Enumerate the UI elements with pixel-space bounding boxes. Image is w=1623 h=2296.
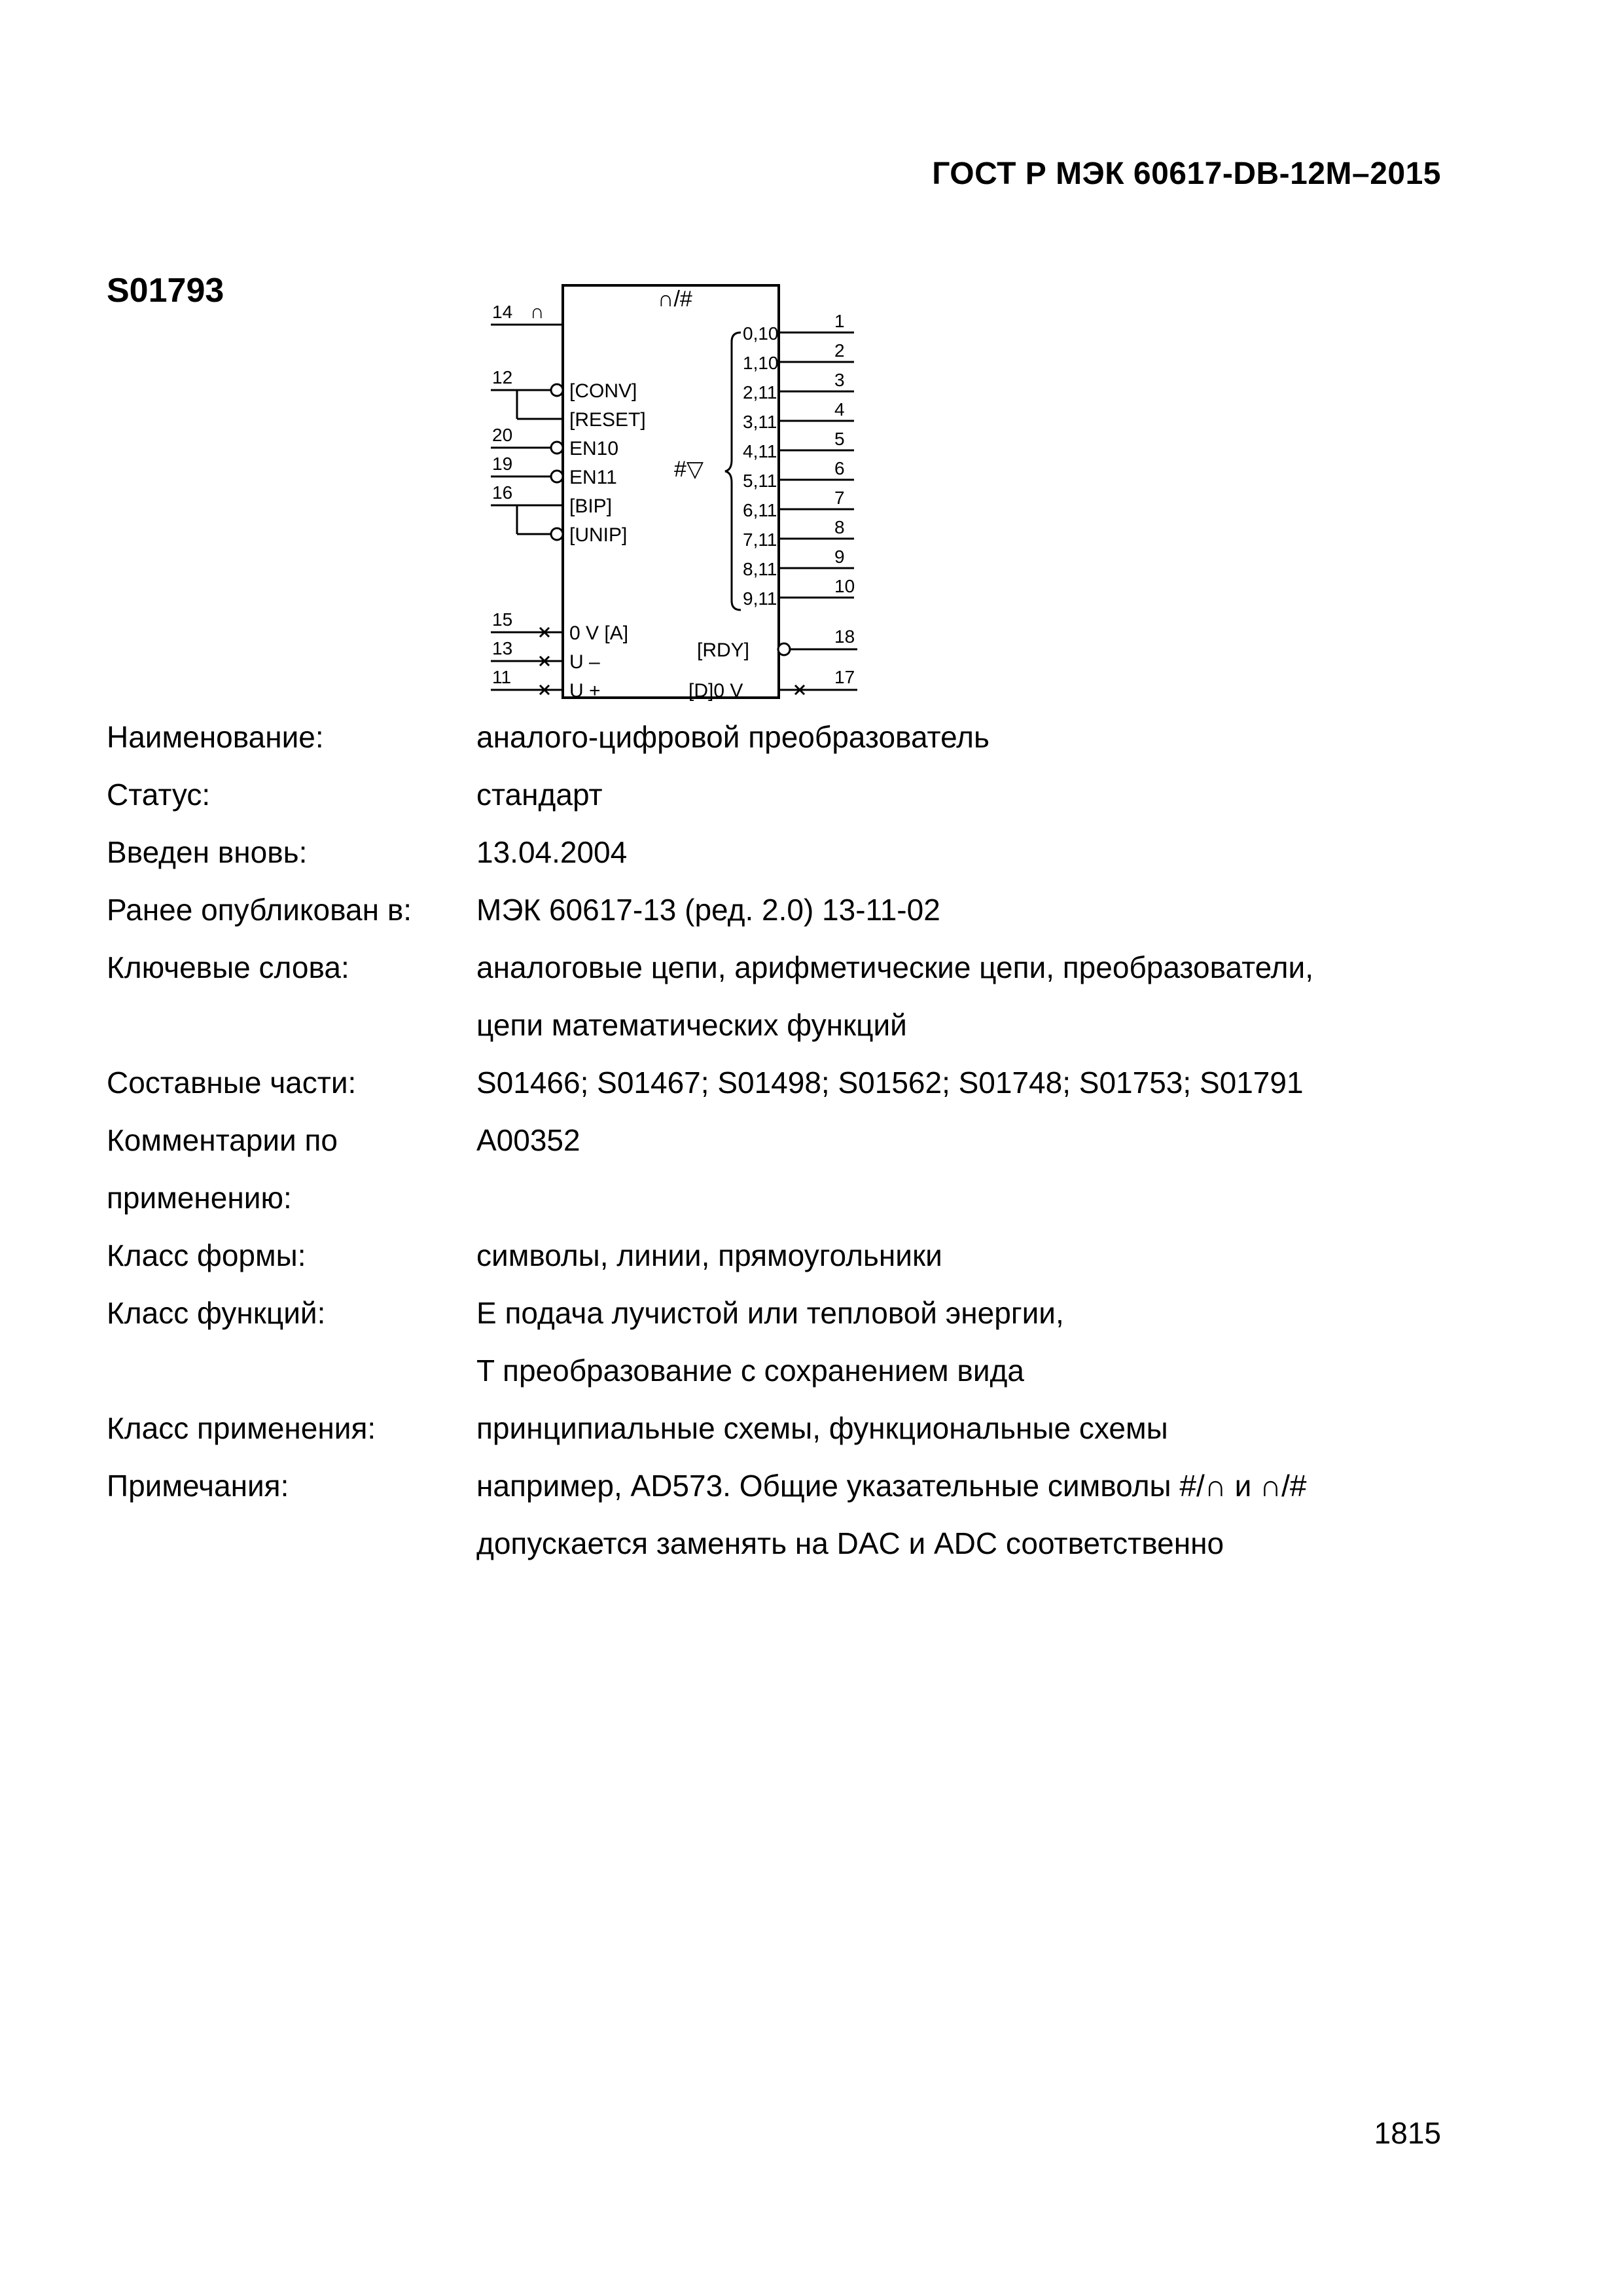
- property-value-line: E подача лучистой или тепловой энергии,: [476, 1296, 1064, 1330]
- property-row: [107, 1169, 1455, 1227]
- pin-number: 15: [492, 609, 513, 630]
- output-label: 6,11: [743, 500, 777, 520]
- pin-number: 6: [834, 458, 845, 478]
- property-value: [476, 1227, 1455, 1284]
- property-row: [107, 1054, 1455, 1111]
- properties-list: [107, 708, 1455, 1572]
- negation-circle: [551, 528, 563, 540]
- pin-number: 11: [492, 667, 512, 687]
- pin-number: 9: [834, 547, 845, 567]
- pin-number: 3: [834, 370, 845, 390]
- pin-number: 20: [492, 425, 513, 445]
- property-value: [476, 1457, 1455, 1572]
- negation-circle: [551, 384, 563, 396]
- pin-number: 18: [834, 626, 855, 647]
- output-label: [RDY]: [697, 639, 750, 661]
- pin-number: 2: [834, 340, 845, 361]
- pin-number: 1: [834, 311, 845, 331]
- pin-number: 5: [834, 429, 845, 449]
- property-value-line: аналоговые цепи, арифметические цепи, преобразователи,: [476, 950, 1313, 984]
- pin-number: 12: [492, 367, 513, 387]
- page-number: 1815: [1374, 2116, 1441, 2150]
- input-label: [RESET]: [569, 409, 646, 431]
- property-label: Ключевые слова:: [107, 950, 349, 984]
- property-label: Введен вновь:: [107, 835, 308, 869]
- property-value: [476, 708, 1455, 766]
- property-row: [107, 1457, 1455, 1572]
- property-value: [476, 881, 1455, 939]
- pin-number: 8: [834, 517, 845, 537]
- analog-input-label: ∩: [530, 301, 544, 323]
- property-label: Примечания:: [107, 1469, 289, 1503]
- symbol-qualifier: ∩/#: [658, 287, 692, 312]
- output-label: [D]0 V: [688, 680, 743, 702]
- property-row: [107, 708, 1455, 766]
- property-row: [107, 1227, 1455, 1284]
- power-input-label: U +: [569, 680, 601, 702]
- property-label: Составные части:: [107, 1066, 357, 1100]
- property-label: Статус:: [107, 778, 211, 812]
- property-value-line: S01466; S01467; S01498; S01562; S01748; S01753; S01791: [476, 1066, 1304, 1100]
- pin-number: 7: [834, 488, 845, 508]
- property-value-line: например, AD573. Общие указательные символы #/∩ и ∩/#: [476, 1469, 1307, 1503]
- output-label: 0,10: [743, 323, 779, 344]
- property-value-line: A00352: [476, 1123, 580, 1157]
- property-value-line: T преобразование с сохранением вида: [476, 1354, 1024, 1388]
- property-value-line: символы, линии, прямоугольники: [476, 1238, 942, 1272]
- output-label: 2,11: [743, 382, 777, 403]
- adc-symbol-diagram: [478, 280, 883, 706]
- document-header: ГОСТ Р МЭК 60617-DB-12М–2015: [932, 156, 1441, 191]
- property-value-line: стандарт: [476, 778, 603, 812]
- property-value: [476, 1111, 1455, 1169]
- output-qualifier: #▽: [674, 457, 704, 482]
- property-value-line: МЭК 60617-13 (ред. 2.0) 13-11-02: [476, 893, 940, 927]
- output-label: 8,11: [743, 559, 777, 579]
- pin-number: 17: [834, 667, 855, 687]
- output-brace: [725, 332, 741, 610]
- property-row: [107, 823, 1455, 881]
- input-label: [CONV]: [569, 380, 637, 402]
- negation-circle: [778, 643, 790, 655]
- property-label: Класс функций:: [107, 1296, 326, 1330]
- pin-number: 10: [834, 576, 855, 596]
- pin-number: 4: [834, 399, 845, 420]
- property-value-line: аналого-цифровой преобразователь: [476, 720, 990, 754]
- property-label: Наименование:: [107, 720, 324, 754]
- property-label: Класс применения:: [107, 1411, 376, 1445]
- property-value: [476, 1399, 1455, 1457]
- output-label: 7,11: [743, 529, 777, 550]
- input-label: EN11: [569, 467, 617, 488]
- property-value-line: допускается заменять на DAC и ADC соответственно: [476, 1526, 1224, 1560]
- property-value: [476, 1054, 1455, 1111]
- power-input-label: 0 V [A]: [569, 622, 629, 644]
- symbol-code: S01793: [107, 272, 224, 310]
- pin-number: 14: [492, 302, 513, 322]
- output-label: 3,11: [743, 412, 777, 432]
- property-value-line: [476, 1169, 1455, 1227]
- input-label: [UNIP]: [569, 524, 628, 546]
- property-value-line: цепи математических функций: [476, 1008, 907, 1042]
- property-label: Комментарии по: [107, 1123, 338, 1157]
- negation-circle: [551, 471, 563, 482]
- negation-circle: [551, 442, 563, 454]
- pin-number: 16: [492, 482, 513, 503]
- output-label: 1,10: [743, 353, 779, 373]
- property-value-line: принципиальные схемы, функциональные схемы: [476, 1411, 1168, 1445]
- property-value: [476, 1169, 1455, 1227]
- property-value-line: 13.04.2004: [476, 835, 628, 869]
- property-row: [107, 939, 1455, 1054]
- pin-number: 13: [492, 638, 513, 658]
- property-label: применению:: [107, 1181, 292, 1215]
- adc-symbol-figure: [478, 280, 883, 706]
- output-label: 4,11: [743, 441, 777, 461]
- property-value: [476, 939, 1455, 1054]
- property-value: [476, 823, 1455, 881]
- property-label: Ранее опубликован в:: [107, 893, 412, 927]
- property-row: [107, 1111, 1455, 1169]
- pin-number: 19: [492, 454, 513, 474]
- power-input-label: U –: [569, 651, 600, 673]
- input-label: [BIP]: [569, 495, 613, 517]
- output-label: 9,11: [743, 588, 777, 609]
- property-row: [107, 881, 1455, 939]
- property-row: [107, 1284, 1455, 1399]
- input-label: EN10: [569, 438, 619, 459]
- property-value: [476, 766, 1455, 823]
- property-row: [107, 1399, 1455, 1457]
- property-row: [107, 766, 1455, 823]
- property-value: [476, 1284, 1455, 1399]
- property-label: Класс формы:: [107, 1238, 306, 1272]
- output-label: 5,11: [743, 471, 777, 491]
